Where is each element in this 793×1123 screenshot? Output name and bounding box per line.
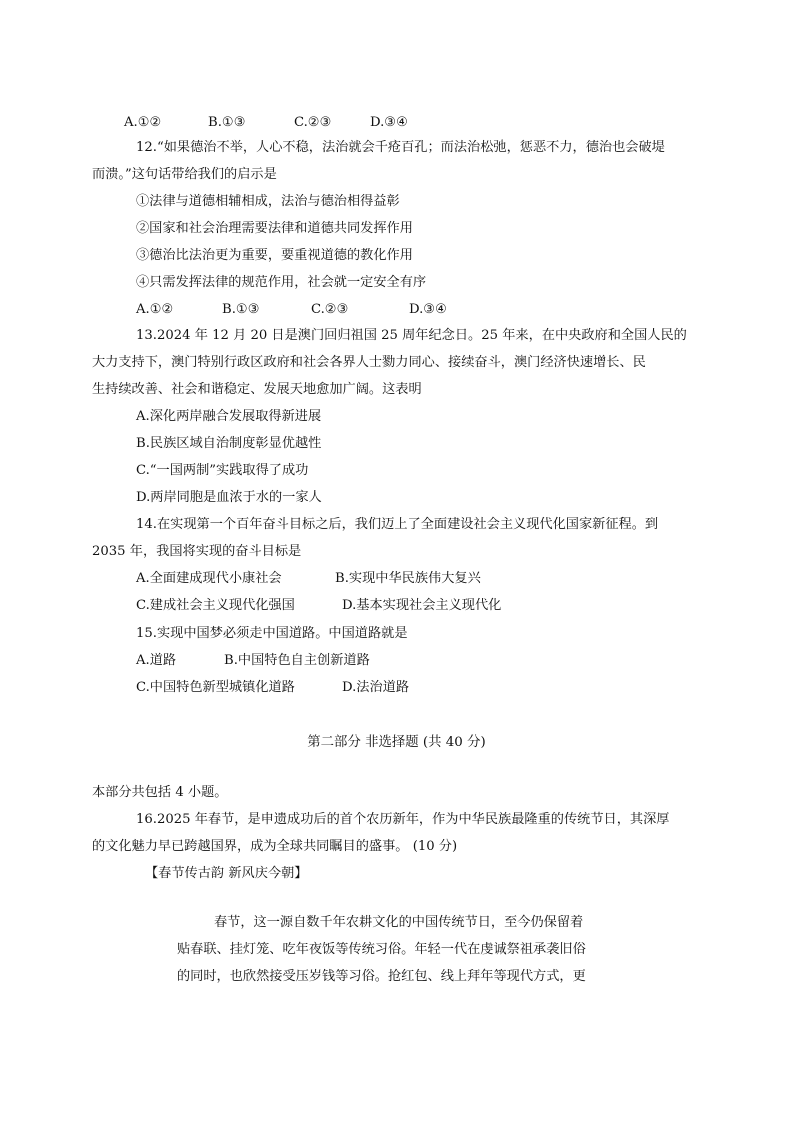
q12-statement-4: ④只需发挥法律的规范作用，社会就一定安全有序: [136, 275, 427, 290]
q15-option-b: B.中国特色自主创新道路: [224, 653, 370, 668]
q14-option-c: C.建成社会主义现代化强国: [136, 598, 295, 613]
q13-option-c: C.“一国两制”实践取得了成功: [136, 463, 309, 478]
q16-stem-line-2: 的文化魅力早已跨越国界，成为全球共同瞩目的盛事。 (10 分): [92, 839, 458, 854]
q12-option-a: A.①②: [136, 302, 174, 317]
q14-option-a: A.全面建成现代小康社会: [136, 571, 282, 586]
q15-option-c: C.中国特色新型城镇化道路: [136, 680, 295, 695]
q16-material-line-2: 贴春联、挂灯笼、吃年夜饭等传统习俗。年轻一代在虔诚祭祖承袭旧俗: [177, 942, 586, 957]
q12-stem-line-2: 而溃。”这句话带给我们的启示是: [92, 167, 277, 182]
q14-stem-line-1: 14.在实现第一个百年奋斗目标之后，我们迈上了全面建设社会主义现代化国家新征程。到: [136, 517, 659, 532]
q11-option-d: D.③④: [370, 115, 408, 130]
q13-option-b: B.民族区域自治制度彰显优越性: [136, 436, 322, 451]
q12-option-d: D.③④: [409, 302, 447, 317]
q13-option-a: A.深化两岸融合发展取得新进展: [136, 409, 322, 424]
q12-stem-line-1: 12.“如果德治不举，人心不稳，法治就会千疮百孔；而法治松弛，惩恶不力，德治也会破堤: [136, 140, 665, 155]
q15-option-d: D.法治道路: [342, 680, 410, 695]
q12-option-b: B.①③: [222, 302, 260, 317]
q15-option-a: A.道路: [136, 653, 177, 668]
q13-stem-line-1: 13.2024 年 12 月 20 日是澳门回归祖国 25 周年纪念日。25 年来，在中央政府和全国人民的: [136, 328, 687, 343]
q15-stem: 15.实现中国梦必须走中国道路。中国道路就是: [136, 626, 408, 641]
q12-statement-3: ③德治比法治更为重要，要重视道德的教化作用: [136, 248, 413, 263]
q14-option-d: D.基本实现社会主义现代化: [342, 598, 502, 613]
q12-option-c: C.②③: [311, 302, 349, 317]
part2-title: 第二部分 非选择题 (共 40 分): [307, 735, 486, 750]
q12-statement-2: ②国家和社会治理需要法律和道德共同发挥作用: [136, 221, 413, 236]
q16-stem-line-1: 16.2025 年春节，是申遗成功后的首个农历新年，作为中华民族最隆重的传统节日，其深厚: [136, 812, 670, 827]
q12-statement-1: ①法律与道德相辅相成，法治与德治相得益彰: [136, 194, 400, 209]
q11-option-c: C.②③: [294, 115, 332, 130]
q11-option-a: A.①②: [124, 115, 162, 130]
q13-stem-line-2: 大力支持下，澳门特别行政区政府和社会各界人士勠力同心、接续奋斗，澳门经济快速增长、民: [92, 355, 646, 370]
part2-intro: 本部分共包括 4 小题。: [92, 785, 228, 800]
q11-option-b: B.①③: [208, 115, 246, 130]
q16-subtitle: 【春节传古韵 新风庆今朝】: [145, 866, 308, 881]
q16-material-line-1: 春节，这一源自数千年农耕文化的中国传统节日，至今仍保留着: [214, 915, 584, 930]
q14-option-b: B.实现中华民族伟大复兴: [335, 571, 481, 586]
q13-stem-line-3: 生持续改善、社会和谐稳定、发展天地愈加广阔。这表明: [92, 382, 422, 397]
q13-option-d: D.两岸同胞是血浓于水的一家人: [136, 490, 322, 505]
q14-stem-line-2: 2035 年，我国将实现的奋斗目标是: [92, 544, 302, 559]
q16-material-line-3: 的同时，也欣然接受压岁钱等习俗。抢红包、线上拜年等现代方式，更: [177, 969, 586, 984]
